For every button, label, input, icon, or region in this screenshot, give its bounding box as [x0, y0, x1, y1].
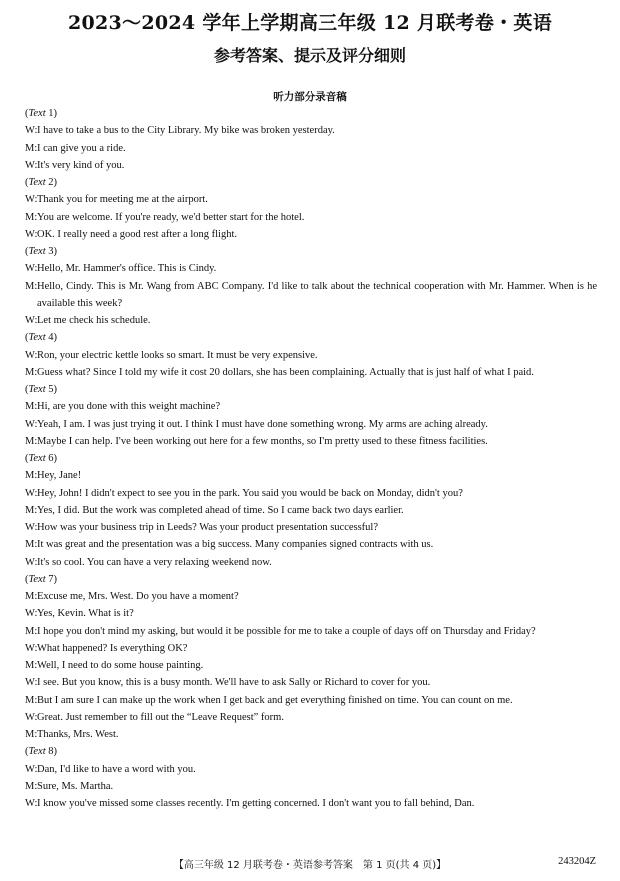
- dialogue-line: [25, 623, 597, 640]
- speaker-label: M:: [25, 625, 38, 637]
- speaker-label: M:: [25, 591, 38, 602]
- footer-document-code: 243204Z: [558, 856, 596, 867]
- dialogue-text: But I am sure I can make up the work when I get back and get everything finished on time. You can count on me.: [37, 694, 513, 706]
- dialogue-text: Ron, your electric kettle looks so smart. It must be very expensive.: [37, 349, 318, 361]
- text-section-label: [25, 243, 597, 260]
- speaker-label: W:: [25, 125, 38, 137]
- dialogue-line: [25, 122, 597, 139]
- dialogue-text: Hello, Cindy. This is Mr. Wang from ABC Company. I'd like to talk about the technical cooperation with Mr. Hammer. When is he available this week?: [37, 280, 597, 309]
- speaker-label: M:: [25, 470, 38, 482]
- dialogue-line: [25, 140, 597, 157]
- dialogue-text: Maybe I can help. I've been working out here for a few months, so I'm pretty used to these fitness facilities.: [37, 435, 488, 447]
- speaker-label: W:: [25, 349, 38, 361]
- label-open: (: [25, 453, 29, 464]
- label-open: (: [25, 332, 29, 344]
- dialogue-line: [25, 709, 597, 726]
- dialogue-line: [25, 433, 597, 450]
- label-open: (: [25, 108, 29, 119]
- dialogue-line: [25, 209, 597, 226]
- speaker-label: W:: [25, 642, 38, 654]
- dialogue-text: How was your business trip in Leeds? Was your product presentation successful?: [37, 522, 379, 533]
- speaker-label: M:: [25, 694, 38, 706]
- dialogue-text: Great. Just remember to fill out the “Leave Request” form.: [37, 711, 284, 723]
- dialogue-text: Guess what? Since I told my wife it cost 20 dollars, she has been complaining. Actually that is just half of what I paid.: [37, 366, 534, 378]
- label-open: (: [25, 177, 29, 188]
- dialogue-text: Well, I need to do some house painting.: [37, 660, 204, 671]
- label-text-word: Text: [28, 384, 46, 395]
- speaker-label: M:: [25, 435, 38, 447]
- speaker-label: W:: [25, 159, 38, 171]
- speaker-label: W:: [25, 763, 38, 775]
- dialogue-line: [25, 398, 597, 415]
- dialogue-line: [25, 157, 597, 174]
- footer-page-info: 【高三年级 12 月联考卷・英语参考答案 第 1 页(共 4 页)】: [173, 860, 447, 871]
- label-text-word: Text: [28, 177, 46, 188]
- speaker-label: M:: [25, 366, 38, 378]
- dialogue-text: Thanks, Mrs. West.: [37, 729, 119, 740]
- dialogue-line: [25, 278, 597, 313]
- text-section-label: [25, 450, 597, 467]
- dialogue-text: You are welcome. If you're ready, we'd better start for the hotel.: [37, 211, 305, 223]
- label-text-word: Text: [28, 332, 46, 344]
- label-open: (: [25, 384, 29, 395]
- dialogue-line: [25, 191, 597, 208]
- dialogue-text: Hello, Mr. Hammer's office. This is Cindy.: [37, 263, 217, 275]
- speaker-label: W:: [25, 711, 38, 723]
- speaker-label: W:: [25, 556, 38, 568]
- speaker-label: W:: [25, 263, 38, 275]
- label-open: (: [25, 573, 29, 585]
- label-number: 4): [45, 332, 57, 344]
- label-open: (: [25, 746, 29, 758]
- dialogue-line: [25, 778, 597, 795]
- text-section-label: [25, 105, 597, 122]
- dialogue-line: [25, 260, 597, 277]
- label-number: 3): [45, 246, 57, 257]
- dialogue-line: [25, 536, 597, 553]
- dialogue-text: I can give you a ride.: [37, 142, 126, 154]
- dialogue-text: Sure, Ms. Martha.: [37, 780, 114, 792]
- dialogue-line: [25, 605, 597, 622]
- dialogue-text: Hi, are you done with this weight machine?: [37, 401, 221, 413]
- dialogue-text: Yeah, I am. I was just trying it out. I think I must have done something wrong. My arms are aching already.: [37, 418, 488, 430]
- speaker-label: M:: [25, 280, 38, 292]
- speaker-label: M:: [25, 660, 38, 671]
- dialogue-text: What happened? Is everything OK?: [37, 642, 188, 654]
- dialogue-text: Yes, Kevin. What is it?: [37, 608, 134, 620]
- dialogue-line: [25, 795, 597, 812]
- dialogue-text: I see. But you know, this is a busy month. We'll have to ask Sally or Richard to cover for you.: [37, 677, 431, 689]
- text-section-label: [25, 329, 597, 346]
- speaker-label: W:: [25, 608, 38, 620]
- section-heading: 听力部分录音稿: [273, 91, 347, 103]
- dialogue-text: Dan, I'd like to have a word with you.: [37, 763, 196, 775]
- dialogue-line: [25, 364, 597, 381]
- label-open: (: [25, 246, 29, 257]
- dialogue-line: [25, 519, 597, 536]
- text-section-label: [25, 743, 597, 760]
- dialogue-line: [25, 588, 597, 605]
- speaker-label: W:: [25, 487, 38, 499]
- dialogue-text: I have to take a bus to the City Library. My bike was broken yesterday.: [37, 125, 335, 137]
- dialogue-line: [25, 347, 597, 364]
- text-section-label: [25, 571, 597, 588]
- dialogue-line: [25, 554, 597, 571]
- speaker-label: W:: [25, 798, 38, 809]
- speaker-label: M:: [25, 211, 38, 223]
- speaker-label: W:: [25, 677, 38, 689]
- speaker-label: M:: [25, 539, 38, 551]
- label-number: 1): [45, 108, 57, 119]
- dialogue-line: [25, 674, 597, 691]
- dialogue-text: Hey, John! I didn't expect to see you in the park. You said you would be back on Monday, didn't you?: [37, 487, 463, 499]
- text-section-label: [25, 174, 597, 191]
- label-number: 8): [45, 746, 57, 758]
- speaker-label: W:: [25, 315, 38, 326]
- label-text-word: Text: [28, 246, 46, 257]
- speaker-label: M:: [25, 401, 38, 413]
- label-number: 2): [45, 177, 57, 188]
- dialogue-line: [25, 416, 597, 433]
- dialogue-text: Excuse me, Mrs. West. Do you have a moment?: [37, 591, 239, 602]
- speaker-label: W:: [25, 418, 38, 430]
- dialogue-text: I know you've missed some classes recently. I'm getting concerned. I don't want you to fall behind, Dan.: [37, 798, 475, 809]
- dialogue-text: Hey, Jane!: [37, 470, 82, 482]
- speaker-label: M:: [25, 142, 38, 154]
- dialogue-text: It's so cool. You can have a very relaxing weekend now.: [37, 556, 272, 568]
- dialogue-line: [25, 312, 597, 329]
- label-text-word: Text: [28, 108, 46, 119]
- speaker-label: W:: [25, 194, 38, 206]
- speaker-label: W:: [25, 522, 38, 533]
- dialogue-line: [25, 502, 597, 519]
- dialogue-text: Yes, I did. But the work was completed ahead of time. So I came back two days earlier.: [37, 504, 404, 516]
- label-text-word: Text: [28, 573, 46, 585]
- dialogue-line: [25, 692, 597, 709]
- dialogue-line: [25, 226, 597, 243]
- speaker-label: M:: [25, 780, 38, 792]
- label-number: 5): [45, 384, 57, 395]
- dialogue-text: I hope you don't mind my asking, but would it be possible for me to take a couple of days off on Thursday and Friday?: [37, 625, 536, 637]
- label-text-word: Text: [28, 746, 46, 758]
- document-title: 2023～2024 学年上学期高三年级 12 月联考卷・英语: [67, 12, 553, 34]
- dialogue-text: It's very kind of you.: [37, 159, 125, 171]
- label-number: 7): [45, 573, 57, 585]
- dialogue-line: [25, 467, 597, 484]
- dialogue-text: It was great and the presentation was a big success. Many companies signed contracts with us.: [37, 539, 434, 551]
- speaker-label: M:: [25, 729, 38, 740]
- speaker-label: M:: [25, 504, 38, 516]
- speaker-label: W:: [25, 228, 38, 240]
- dialogue-line: [25, 726, 597, 743]
- dialogue-line: [25, 485, 597, 502]
- transcript-body: [25, 105, 597, 812]
- text-section-label: [25, 381, 597, 398]
- dialogue-line: [25, 657, 597, 674]
- dialogue-line: [25, 640, 597, 657]
- dialogue-text: OK. I really need a good rest after a long flight.: [37, 228, 238, 240]
- label-number: 6): [45, 453, 57, 464]
- document-subtitle: 参考答案、提示及评分细则: [213, 46, 406, 65]
- dialogue-text: Let me check his schedule.: [37, 315, 151, 326]
- dialogue-line: [25, 761, 597, 778]
- page-footer: [0, 856, 620, 870]
- dialogue-text: Thank you for meeting me at the airport.: [37, 194, 208, 206]
- label-text-word: Text: [28, 453, 46, 464]
